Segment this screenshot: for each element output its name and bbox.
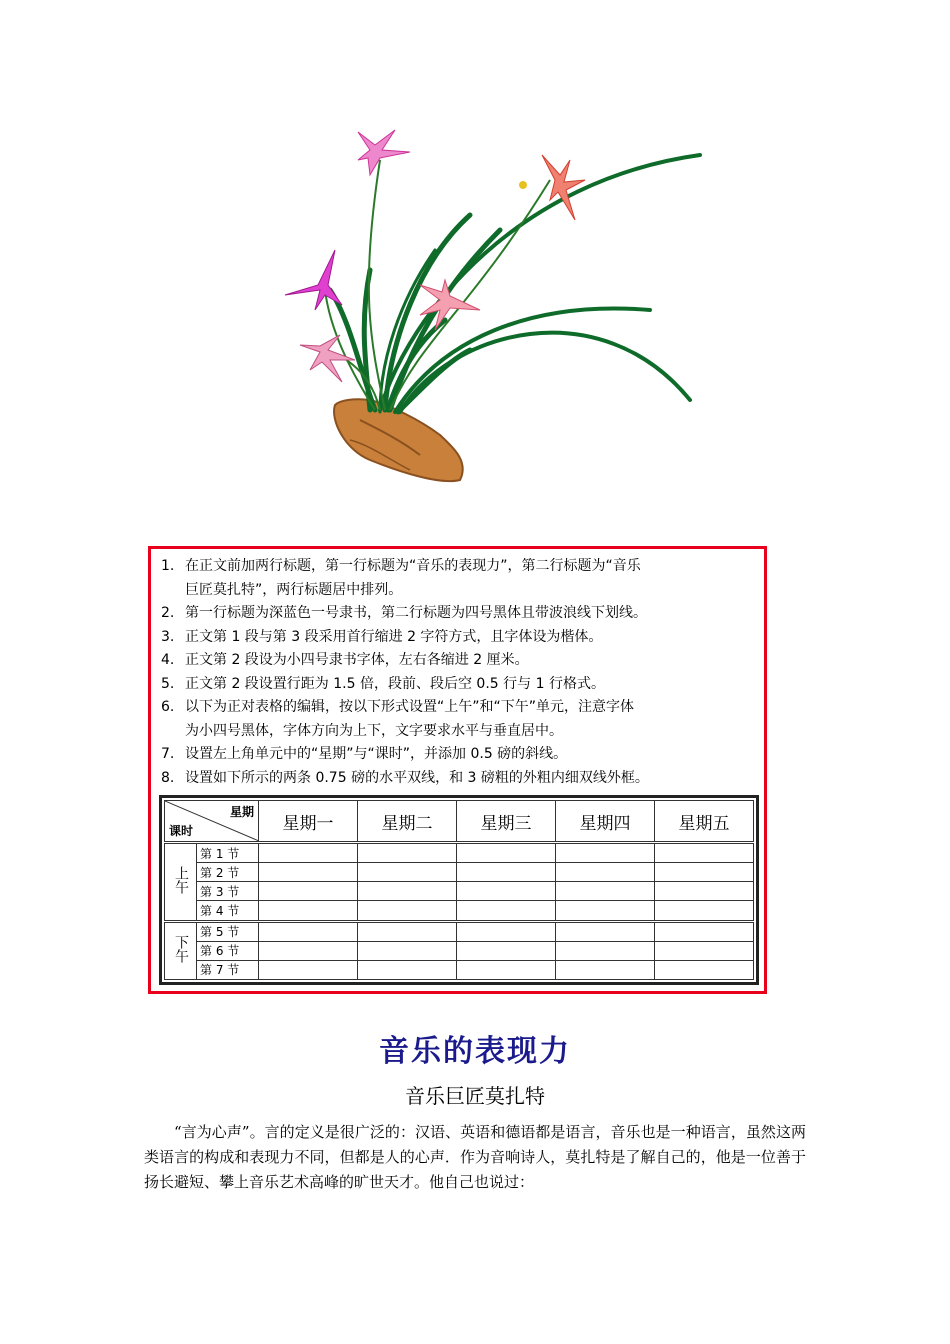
instruction-text: 在正文前加两行标题，第一行标题为“音乐的表现力”，第二行标题为“音乐 巨匠莫扎特”，两行标题居中排列。 — [185, 558, 641, 598]
corner-period-label: 课时 — [169, 824, 194, 838]
day-header: 星期五 — [655, 801, 754, 843]
table-row — [165, 882, 754, 901]
day-header: 星期一 — [259, 801, 358, 843]
instruction-number: 2. — [161, 605, 175, 621]
table-row — [165, 843, 754, 863]
instruction-item — [161, 626, 761, 650]
lesson-label: 第 4 节 — [197, 901, 259, 921]
instructions-list — [161, 555, 761, 790]
table-row — [165, 960, 754, 979]
afternoon-label: 下午 — [173, 934, 189, 963]
day-header: 星期二 — [358, 801, 457, 843]
instruction-number: 1. — [161, 558, 175, 574]
table-row — [165, 921, 754, 941]
instruction-item — [161, 649, 761, 673]
afternoon-cell — [165, 921, 197, 979]
instruction-number: 7. — [161, 746, 175, 762]
instruction-item — [161, 602, 761, 626]
corner-cell — [165, 801, 259, 843]
instruction-text: 设置左上角单元中的“星期”与“课时”，并添加 0.5 磅的斜线。 — [185, 746, 568, 762]
instruction-text: 设置如下所示的两条 0.75 磅的水平双线，和 3 磅粗的外粗内细双线外框。 — [185, 769, 649, 786]
lesson-label: 第 7 节 — [197, 960, 259, 979]
flower-2 — [542, 155, 585, 220]
instruction-number: 8. — [161, 769, 175, 786]
corner-weekday-label: 星期 — [229, 805, 254, 819]
main-title: 音乐的表现力 — [379, 1034, 571, 1069]
morning-cell — [165, 843, 197, 922]
lesson-label: 第 1 节 — [197, 843, 259, 863]
day-header: 星期三 — [457, 801, 556, 843]
lesson-label: 第 3 节 — [197, 882, 259, 901]
schedule-table-frame — [159, 795, 759, 985]
instruction-item — [161, 696, 761, 743]
table-row — [165, 863, 754, 882]
instruction-item — [161, 767, 761, 791]
instruction-number: 3. — [161, 628, 175, 645]
flower-3 — [285, 250, 342, 310]
instruction-item — [161, 555, 761, 602]
instruction-item — [161, 743, 761, 767]
lesson-label: 第 6 节 — [197, 941, 259, 960]
instruction-text: 正文第 2 段设置行距为 1.5 倍，段前、段后空 0.5 行与 1 行格式。 — [185, 675, 605, 692]
schedule-table — [164, 800, 754, 980]
table-header-row — [165, 801, 754, 843]
flower-5 — [300, 335, 355, 382]
table-row — [165, 901, 754, 921]
instruction-number: 6. — [161, 699, 175, 715]
table-row — [165, 941, 754, 960]
lesson-label: 第 5 节 — [197, 921, 259, 941]
instruction-item — [161, 673, 761, 697]
day-header: 星期四 — [556, 801, 655, 843]
instruction-number: 5. — [161, 675, 175, 692]
instruction-text: 第一行标题为深蓝色一号隶书，第二行标题为四号黑体且带波浪线下划线。 — [185, 605, 647, 621]
orchid-illustration — [270, 120, 710, 490]
instruction-text: 正文第 1 段与第 3 段采用首行缩进 2 字符方式，且字体设为楷体。 — [185, 628, 603, 645]
instruction-text: 正文第 2 段设为小四号隶书字体，左右各缩进 2 厘米。 — [185, 652, 529, 668]
instruction-text: 以下为正对表格的编辑，按以下形式设置“上午”和“下午”单元，注意字体 为小四号黑体，字体方向为上下，文字要求水平与垂直居中。 — [185, 699, 635, 739]
instruction-number: 4. — [161, 652, 175, 668]
morning-label: 上午 — [173, 865, 189, 894]
flower-1 — [358, 130, 410, 175]
instructions-box — [148, 546, 767, 994]
subtitle: 音乐巨匠莫扎特 — [405, 1084, 545, 1108]
body-paragraph: “言为心声”。言的定义是很广泛的：汉语、英语和德语都是语言，音乐也是一种语言，虽然这两类语言的构成和表现力不同，但都是人的心声．作为音响诗人，莫扎特是了解自己的，他是一位善于扬长避短、攀上音乐艺术高峰的旷世天才。他自己也说过： — [144, 1123, 806, 1191]
lesson-label: 第 2 节 — [197, 863, 259, 882]
